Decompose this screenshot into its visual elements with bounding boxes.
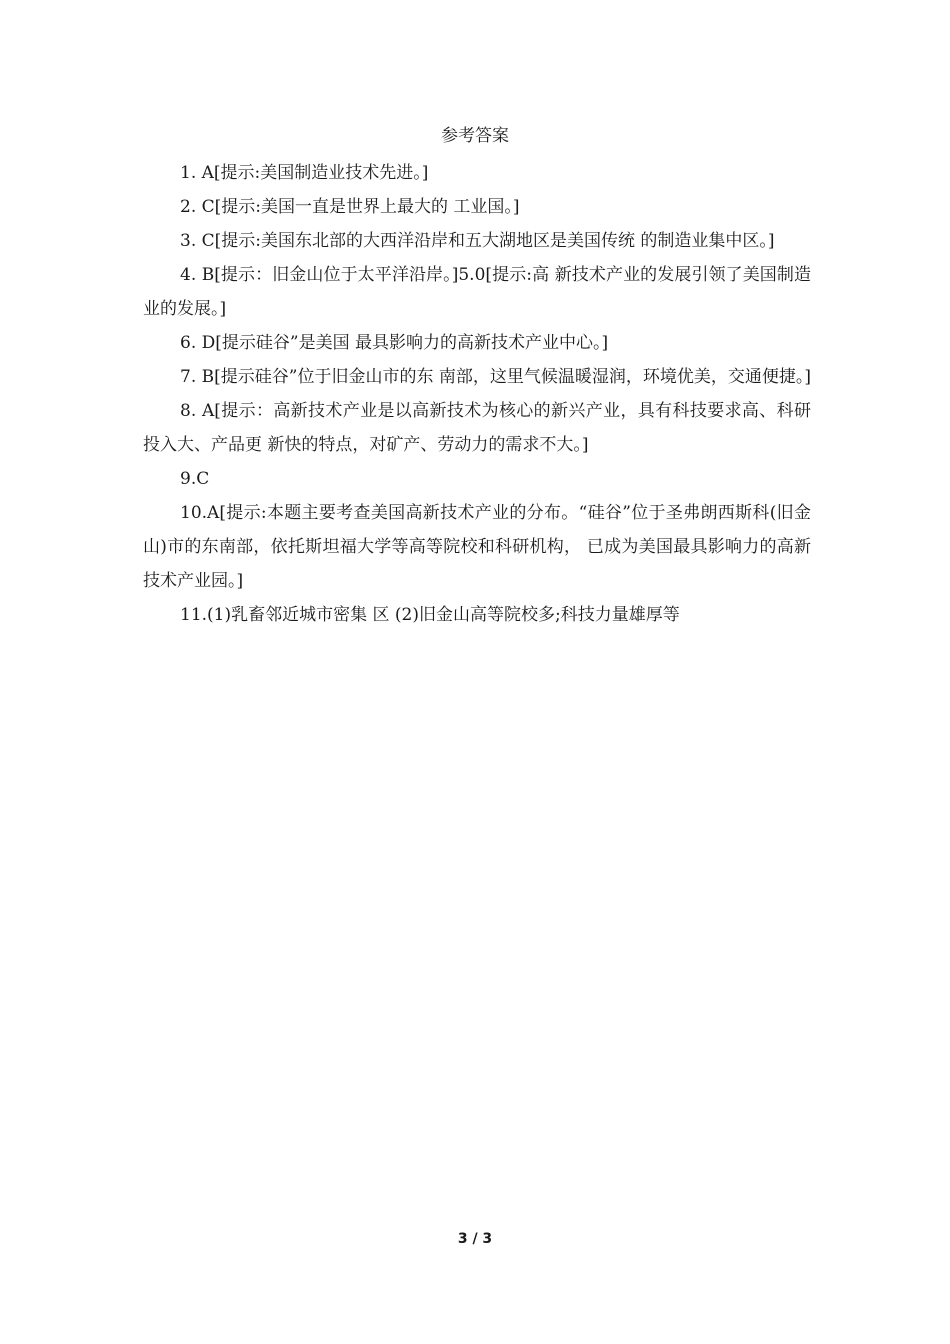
answer-item-11: 11.(1)乳畜邻近城市密集 区 (2)旧金山高等院校多;科技力量雄厚等 — [180, 605, 680, 625]
page-number: 3 / 3 — [457, 1231, 493, 1247]
answer-list — [143, 156, 811, 632]
answer-item-4-5: 4. B[提示：旧金山位于太平洋沿岸。]5.0[提示:高 新技术产业的发展引领了美国制造业的发展。] — [143, 265, 811, 319]
answer-item-2: 2. C[提示:美国一直是世界上最大的 工业国。] — [180, 197, 520, 217]
answers-title: 参考答案 — [441, 126, 509, 146]
answer-item-10: 10.A[提示:本题主要考查美国高新技术产业的分布。“硅谷”位于圣弗朗西斯科(旧金山)市的东南部，依托斯坦福大学等高等院校和科研机构， 已成为美国最具影响力的高新技术产业园。] — [143, 503, 811, 591]
answer-item-8: 8. A[提示：高新技术产业是以高新技术为核心的新兴产业，具有科技要求高、科研投入大、产品更 新快的特点，对矿产、劳动力的需求不大。] — [143, 401, 811, 455]
answer-item-9: 9.C — [180, 469, 210, 489]
answer-item-3: 3. C[提示:美国东北部的大西洋沿岸和五大湖地区是美国传统 的制造业集中区。] — [180, 231, 775, 251]
answer-item-7: 7. B[提示硅谷”位于旧金山市的东 南部，这里气候温暖湿润，环境优美，交通便捷。] — [180, 367, 811, 387]
answer-item-6: 6. D[提示硅谷”是美国 最具影响力的高新技术产业中心。] — [180, 333, 609, 353]
answer-item-1: 1. A[提示:美国制造业技术先进。] — [180, 163, 429, 183]
